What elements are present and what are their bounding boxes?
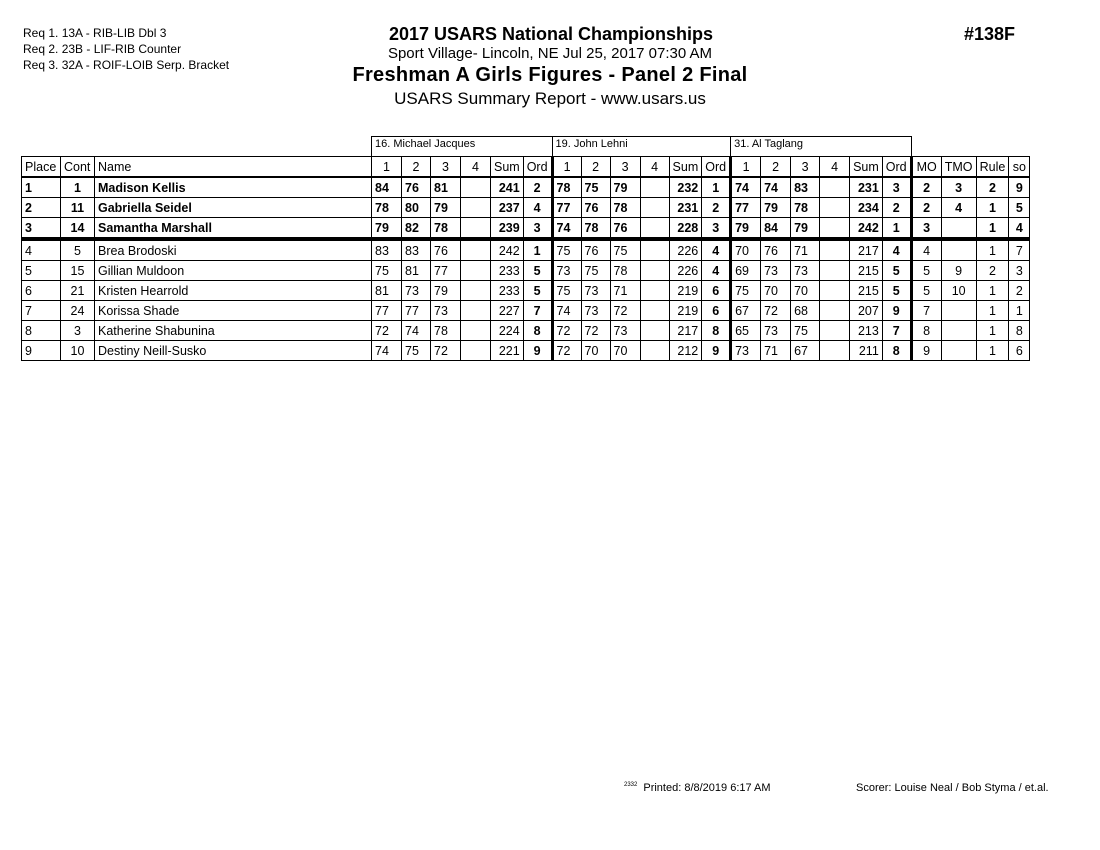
score-cell: 69: [731, 261, 761, 281]
so-cell: 1: [1009, 301, 1030, 321]
col-score-1: 1: [731, 157, 761, 178]
ordinal-cell: 5: [523, 281, 552, 301]
score-cell: [820, 281, 850, 301]
col-score-3: 3: [431, 157, 461, 178]
score-cell: 76: [402, 177, 431, 198]
tmo-cell: 4: [941, 198, 976, 218]
ordinal-cell: 8: [702, 321, 731, 341]
sum-cell: 219: [669, 281, 702, 301]
requirement-item: Req 2. 23B - LIF-RIB Counter: [23, 42, 182, 56]
score-cell: 73: [731, 341, 761, 361]
score-cell: [820, 301, 850, 321]
score-cell: 79: [791, 218, 820, 240]
sum-cell: 228: [669, 218, 702, 240]
score-cell: [640, 177, 669, 198]
rule-cell: 1: [976, 218, 1009, 240]
mo-cell: 8: [911, 321, 941, 341]
col-score-3: 3: [610, 157, 640, 178]
cont-cell: 21: [61, 281, 95, 301]
score-cell: 74: [761, 177, 791, 198]
score-cell: 68: [791, 301, 820, 321]
score-cell: 67: [791, 341, 820, 361]
tmo-cell: 9: [941, 261, 976, 281]
ordinal-cell: 2: [702, 198, 731, 218]
score-cell: [461, 239, 491, 261]
score-cell: 74: [402, 321, 431, 341]
col-sum: Sum: [669, 157, 702, 178]
col-mo: MO: [911, 157, 941, 178]
score-cell: 78: [610, 198, 640, 218]
col-score-2: 2: [402, 157, 431, 178]
cont-cell: 5: [61, 239, 95, 261]
so-cell: 2: [1009, 281, 1030, 301]
score-cell: 75: [791, 321, 820, 341]
score-cell: 77: [402, 301, 431, 321]
score-cell: [820, 321, 850, 341]
mo-cell: 7: [911, 301, 941, 321]
sum-cell: 207: [850, 301, 883, 321]
tmo-cell: [941, 218, 976, 240]
ordinal-cell: 1: [523, 239, 552, 261]
sum-cell: 242: [850, 218, 883, 240]
score-cell: [640, 301, 669, 321]
cont-cell: 24: [61, 301, 95, 321]
table-row: [22, 177, 1030, 198]
score-cell: 78: [431, 321, 461, 341]
score-cell: 82: [402, 218, 431, 240]
score-cell: 73: [761, 321, 791, 341]
score-cell: [461, 198, 491, 218]
mo-cell: 2: [911, 198, 941, 218]
score-cell: 70: [610, 341, 640, 361]
skater-name: Gabriella Seidel: [95, 198, 372, 218]
score-cell: 81: [431, 177, 461, 198]
sum-cell: 239: [491, 218, 524, 240]
sum-cell: 233: [491, 281, 524, 301]
ordinal-cell: 7: [882, 321, 911, 341]
score-cell: 72: [431, 341, 461, 361]
score-cell: 71: [791, 239, 820, 261]
score-cell: 77: [431, 261, 461, 281]
skater-name: Korissa Shade: [95, 301, 372, 321]
rule-cell: 1: [976, 301, 1009, 321]
cont-cell: 1: [61, 177, 95, 198]
ordinal-cell: 4: [882, 239, 911, 261]
requirement-item: Req 1. 13A - RIB-LIB Dbl 3: [23, 26, 167, 40]
so-cell: 5: [1009, 198, 1030, 218]
score-cell: 75: [581, 261, 610, 281]
skater-name: Gillian Muldoon: [95, 261, 372, 281]
tmo-cell: 10: [941, 281, 976, 301]
score-cell: 83: [791, 177, 820, 198]
results-table: [21, 136, 1030, 361]
score-cell: 72: [552, 341, 581, 361]
so-cell: 8: [1009, 321, 1030, 341]
col-ord: Ord: [523, 157, 552, 178]
judge-header-row: [22, 137, 1030, 157]
sum-cell: 242: [491, 239, 524, 261]
score-cell: 77: [552, 198, 581, 218]
score-cell: 72: [761, 301, 791, 321]
event-code: #138F: [964, 24, 1016, 44]
table-row: [22, 321, 1030, 341]
venue-line: Sport Village- Lincoln, NE Jul 25, 2017 07:30 AM: [387, 45, 713, 62]
mo-cell: 2: [911, 177, 941, 198]
score-cell: 75: [552, 281, 581, 301]
place-cell: 1: [22, 177, 61, 198]
sum-cell: 231: [850, 177, 883, 198]
ordinal-cell: 3: [882, 177, 911, 198]
sum-cell: 232: [669, 177, 702, 198]
place-cell: 9: [22, 341, 61, 361]
mo-cell: 9: [911, 341, 941, 361]
sum-cell: 231: [669, 198, 702, 218]
sum-cell: 219: [669, 301, 702, 321]
mo-cell: 5: [911, 261, 941, 281]
sum-cell: 217: [669, 321, 702, 341]
score-cell: 70: [581, 341, 610, 361]
col-ord: Ord: [882, 157, 911, 178]
score-cell: 71: [610, 281, 640, 301]
skater-name: Destiny Neill-Susko: [95, 341, 372, 361]
mo-cell: 4: [911, 239, 941, 261]
score-cell: 78: [610, 261, 640, 281]
sum-cell: 233: [491, 261, 524, 281]
score-cell: 73: [610, 321, 640, 341]
score-cell: [640, 321, 669, 341]
so-cell: 3: [1009, 261, 1030, 281]
score-cell: 78: [372, 198, 402, 218]
sum-cell: 215: [850, 281, 883, 301]
score-cell: 73: [761, 261, 791, 281]
score-cell: 73: [581, 301, 610, 321]
score-cell: 78: [431, 218, 461, 240]
ordinal-cell: 5: [882, 261, 911, 281]
ordinal-cell: 9: [702, 341, 731, 361]
table-row: [22, 239, 1030, 261]
table-row: [22, 281, 1030, 301]
score-cell: 78: [581, 218, 610, 240]
col-score-4: 4: [820, 157, 850, 178]
ordinal-cell: 3: [523, 218, 552, 240]
col-score-2: 2: [581, 157, 610, 178]
score-cell: 81: [402, 261, 431, 281]
judge-name: 19. John Lehni: [552, 137, 731, 157]
score-cell: [461, 218, 491, 240]
col-tmo: TMO: [941, 157, 976, 178]
score-cell: 76: [610, 218, 640, 240]
score-cell: 79: [761, 198, 791, 218]
ordinal-cell: 6: [702, 301, 731, 321]
rule-cell: 1: [976, 239, 1009, 261]
rule-cell: 2: [976, 177, 1009, 198]
score-cell: 77: [372, 301, 402, 321]
score-cell: 75: [402, 341, 431, 361]
sum-cell: 212: [669, 341, 702, 361]
score-cell: 76: [761, 239, 791, 261]
score-cell: 75: [552, 239, 581, 261]
table-row: [22, 261, 1030, 281]
tmo-cell: 3: [941, 177, 976, 198]
score-cell: 70: [761, 281, 791, 301]
score-cell: 84: [761, 218, 791, 240]
score-cell: [640, 341, 669, 361]
place-cell: 2: [22, 198, 61, 218]
score-cell: 83: [372, 239, 402, 261]
score-cell: 70: [731, 239, 761, 261]
score-cell: [640, 198, 669, 218]
score-cell: [820, 218, 850, 240]
score-cell: 84: [372, 177, 402, 198]
score-cell: 79: [431, 281, 461, 301]
tmo-cell: [941, 321, 976, 341]
requirement-item: Req 3. 32A - ROIF-LOIB Serp. Bracket: [23, 58, 230, 72]
score-cell: 67: [731, 301, 761, 321]
championship-title: 2017 USARS National Championships: [388, 24, 714, 44]
so-cell: 4: [1009, 218, 1030, 240]
col-score-1: 1: [552, 157, 581, 178]
score-cell: [820, 198, 850, 218]
judge-name: 16. Michael Jacques: [372, 137, 553, 157]
skater-name: Kristen Hearrold: [95, 281, 372, 301]
col-score-3: 3: [791, 157, 820, 178]
printed-info: [624, 782, 771, 794]
report-header: [0, 23, 1100, 111]
table-row: [22, 301, 1030, 321]
sum-cell: 226: [669, 239, 702, 261]
col-cont: Cont: [61, 157, 95, 178]
place-cell: 4: [22, 239, 61, 261]
score-cell: 72: [372, 321, 402, 341]
mo-cell: 3: [911, 218, 941, 240]
col-score-2: 2: [761, 157, 791, 178]
score-cell: 74: [552, 301, 581, 321]
score-cell: [461, 321, 491, 341]
score-cell: 70: [791, 281, 820, 301]
ordinal-cell: 7: [523, 301, 552, 321]
scorer-info: Scorer: Louise Neal / Bob Styma / et.al.: [856, 782, 1049, 794]
rule-cell: 1: [976, 198, 1009, 218]
col-name: Name: [95, 157, 372, 178]
ordinal-cell: 8: [882, 341, 911, 361]
score-cell: [820, 341, 850, 361]
ordinal-cell: 1: [882, 218, 911, 240]
sum-cell: 227: [491, 301, 524, 321]
col-score-4: 4: [640, 157, 669, 178]
score-cell: [820, 239, 850, 261]
score-cell: [640, 261, 669, 281]
sum-cell: 226: [669, 261, 702, 281]
ordinal-cell: 5: [523, 261, 552, 281]
score-cell: 79: [731, 218, 761, 240]
score-cell: 77: [731, 198, 761, 218]
skater-name: Brea Brodoski: [95, 239, 372, 261]
skater-name: Katherine Shabunina: [95, 321, 372, 341]
ordinal-cell: 6: [702, 281, 731, 301]
so-cell: 9: [1009, 177, 1030, 198]
score-cell: [640, 239, 669, 261]
tmo-cell: [941, 301, 976, 321]
score-cell: 75: [731, 281, 761, 301]
score-cell: [820, 177, 850, 198]
cont-cell: 11: [61, 198, 95, 218]
score-cell: 75: [581, 177, 610, 198]
skater-name: Samantha Marshall: [95, 218, 372, 240]
score-cell: [820, 261, 850, 281]
score-cell: 73: [402, 281, 431, 301]
cont-cell: 14: [61, 218, 95, 240]
score-cell: [640, 281, 669, 301]
sum-cell: 237: [491, 198, 524, 218]
score-cell: 74: [372, 341, 402, 361]
score-cell: 73: [791, 261, 820, 281]
ordinal-cell: 9: [882, 301, 911, 321]
score-cell: 76: [431, 239, 461, 261]
rule-cell: 2: [976, 261, 1009, 281]
score-cell: [461, 177, 491, 198]
score-cell: 75: [610, 239, 640, 261]
report-name: USARS Summary Report - www.usars.us: [394, 89, 706, 108]
score-cell: [640, 218, 669, 240]
score-cell: [461, 301, 491, 321]
score-cell: 74: [552, 218, 581, 240]
score-cell: 81: [372, 281, 402, 301]
sum-cell: 215: [850, 261, 883, 281]
score-cell: 73: [431, 301, 461, 321]
sum-cell: 234: [850, 198, 883, 218]
score-cell: 76: [581, 239, 610, 261]
so-cell: 7: [1009, 239, 1030, 261]
score-cell: 79: [431, 198, 461, 218]
score-cell: 79: [610, 177, 640, 198]
table-row: [22, 198, 1030, 218]
sum-cell: 224: [491, 321, 524, 341]
table-row: [22, 341, 1030, 361]
col-rule: Rule: [976, 157, 1009, 178]
ordinal-cell: 2: [523, 177, 552, 198]
place-cell: 8: [22, 321, 61, 341]
score-cell: [461, 341, 491, 361]
place-cell: 3: [22, 218, 61, 240]
score-cell: 78: [791, 198, 820, 218]
col-ord: Ord: [702, 157, 731, 178]
ordinal-cell: 4: [702, 239, 731, 261]
ordinal-cell: 5: [882, 281, 911, 301]
mo-cell: 5: [911, 281, 941, 301]
ordinal-cell: 4: [523, 198, 552, 218]
ordinal-cell: 3: [702, 218, 731, 240]
event-name: Freshman A Girls Figures - Panel 2 Final: [352, 64, 748, 86]
printed-date: Printed: 8/8/2019 6:17 AM: [643, 782, 771, 794]
sum-cell: 221: [491, 341, 524, 361]
place-cell: 7: [22, 301, 61, 321]
col-place: Place: [22, 157, 61, 178]
score-cell: 75: [372, 261, 402, 281]
score-cell: [461, 261, 491, 281]
table-row: [22, 218, 1030, 240]
col-score-4: 4: [461, 157, 491, 178]
score-cell: 83: [402, 239, 431, 261]
score-cell: 78: [552, 177, 581, 198]
judge-name: 31. Al Taglang: [731, 137, 912, 157]
tmo-cell: [941, 239, 976, 261]
ordinal-cell: 2: [882, 198, 911, 218]
score-cell: 71: [761, 341, 791, 361]
col-so: so: [1009, 157, 1030, 178]
so-cell: 6: [1009, 341, 1030, 361]
score-cell: 74: [731, 177, 761, 198]
ordinal-cell: 4: [702, 261, 731, 281]
ordinal-cell: 9: [523, 341, 552, 361]
cont-cell: 15: [61, 261, 95, 281]
skater-name: Madison Kellis: [95, 177, 372, 198]
place-cell: 6: [22, 281, 61, 301]
score-cell: 65: [731, 321, 761, 341]
score-cell: 76: [581, 198, 610, 218]
score-cell: 72: [552, 321, 581, 341]
rule-cell: 1: [976, 281, 1009, 301]
score-cell: 73: [552, 261, 581, 281]
ordinal-cell: 8: [523, 321, 552, 341]
col-score-1: 1: [372, 157, 402, 178]
score-cell: 79: [372, 218, 402, 240]
sum-cell: 211: [850, 341, 883, 361]
sum-cell: 213: [850, 321, 883, 341]
tiny-mark: 2332: [624, 782, 638, 788]
score-cell: [461, 281, 491, 301]
tmo-cell: [941, 341, 976, 361]
column-header-row: [22, 157, 1030, 178]
score-cell: 73: [581, 281, 610, 301]
score-cell: 80: [402, 198, 431, 218]
col-sum: Sum: [491, 157, 524, 178]
place-cell: 5: [22, 261, 61, 281]
cont-cell: 10: [61, 341, 95, 361]
rule-cell: 1: [976, 341, 1009, 361]
col-sum: Sum: [850, 157, 883, 178]
rule-cell: 1: [976, 321, 1009, 341]
score-cell: 72: [610, 301, 640, 321]
cont-cell: 3: [61, 321, 95, 341]
sum-cell: 241: [491, 177, 524, 198]
ordinal-cell: 1: [702, 177, 731, 198]
sum-cell: 217: [850, 239, 883, 261]
score-cell: 72: [581, 321, 610, 341]
